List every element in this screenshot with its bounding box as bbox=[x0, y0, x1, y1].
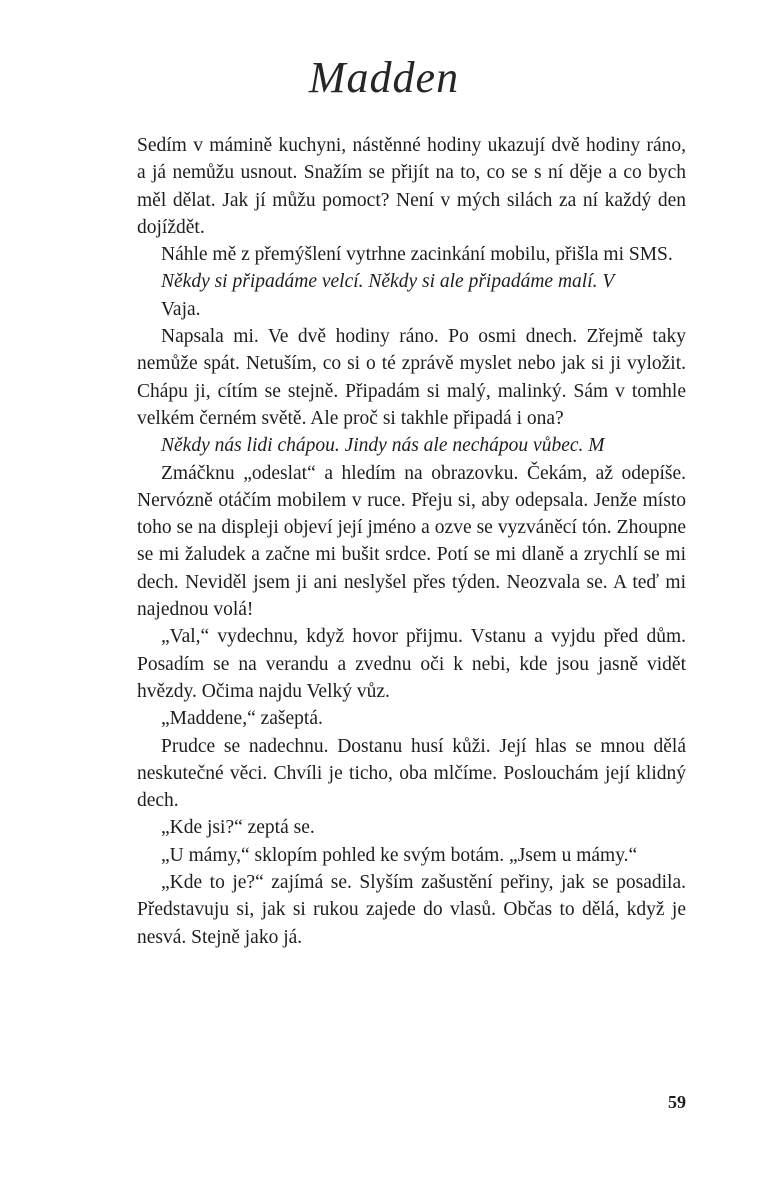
sms-message-italic: Někdy nás lidi chápou. Jindy nás ale nechápou vůbec. M bbox=[161, 435, 605, 457]
paragraph: Sedím v mámině kuchyni, nástěnné hodiny ukazují dvě hodiny ráno, a já nemůžu usnout. Snažím se přijít na to, co se s ní děje a co bych měl dělat. Jak jí můžu pomoct? Není v mých silách za ní každý den dojíždět. bbox=[137, 135, 686, 238]
paragraph: „Kde jsi?“ zeptá se. bbox=[161, 817, 315, 839]
page-number: 59 bbox=[668, 1092, 686, 1112]
sms-message-italic: Někdy si připadáme velcí. Někdy si ale připadáme malí. V bbox=[161, 271, 615, 293]
paragraph: „Kde to je?“ zajímá se. Slyším zašustění peřiny, jak se posadila. Představuju si, jak si rukou zajede do vlasů. Občas to dělá, když je nesvá. Stejně jako já. bbox=[137, 872, 686, 948]
paragraph: Prudce se nadechnu. Dostanu husí kůži. Její hlas se mnou dělá neskutečné věci. Chvíli je ticho, oba mlčíme. Poslouchám její klidný dech. bbox=[137, 735, 686, 812]
text-body bbox=[137, 132, 686, 951]
paragraph: „Val,“ vydechnu, když hovor přijmu. Vstanu a vyjdu před dům. Posadím se na verandu a zvednu oči k nebi, kde jsou jasně vidět hvězdy. Očima najdu Velký vůz. bbox=[137, 626, 686, 702]
paragraph: Náhle mě z přemýšlení vytrhne zacinkání mobilu, přišla mi SMS. bbox=[161, 244, 673, 266]
paragraph: Zmáčknu „odeslat“ a hledím na obrazovku. Čekám, až odepíše. Nervózně otáčím mobilem v ruce. Přeju si, aby odepsala. Jenže místo toho se na displeji objeví její jméno a ozve se vyzváněcí tón. Zhoupne se mi žaludek a začne mi bušit srdce. Potí se mi dlaně a zrychlí se mi dech. Neviděl jsem ji ani neslyšel přes týden. Neozvala se. A teď mi najednou volá! bbox=[137, 462, 686, 621]
chapter-title: Madden bbox=[308, 53, 460, 102]
paragraph: Vaja. bbox=[161, 298, 201, 320]
paragraph: Napsala mi. Ve dvě hodiny ráno. Po osmi dnech. Zřejmě taky nemůže spát. Netuším, co si o té zprávě myslet nebo jak si ji vyložit. Chápu ji, cítím se stejně. Připadám si malý, malinký. Sám v tomhle velkém černém světě. Ale proč si takhle připadá i ona? bbox=[137, 326, 686, 429]
paragraph: „Maddene,“ zašeptá. bbox=[161, 708, 323, 730]
paragraph: „U mámy,“ sklopím pohled ke svým botám. „Jsem u mámy.“ bbox=[161, 844, 638, 866]
